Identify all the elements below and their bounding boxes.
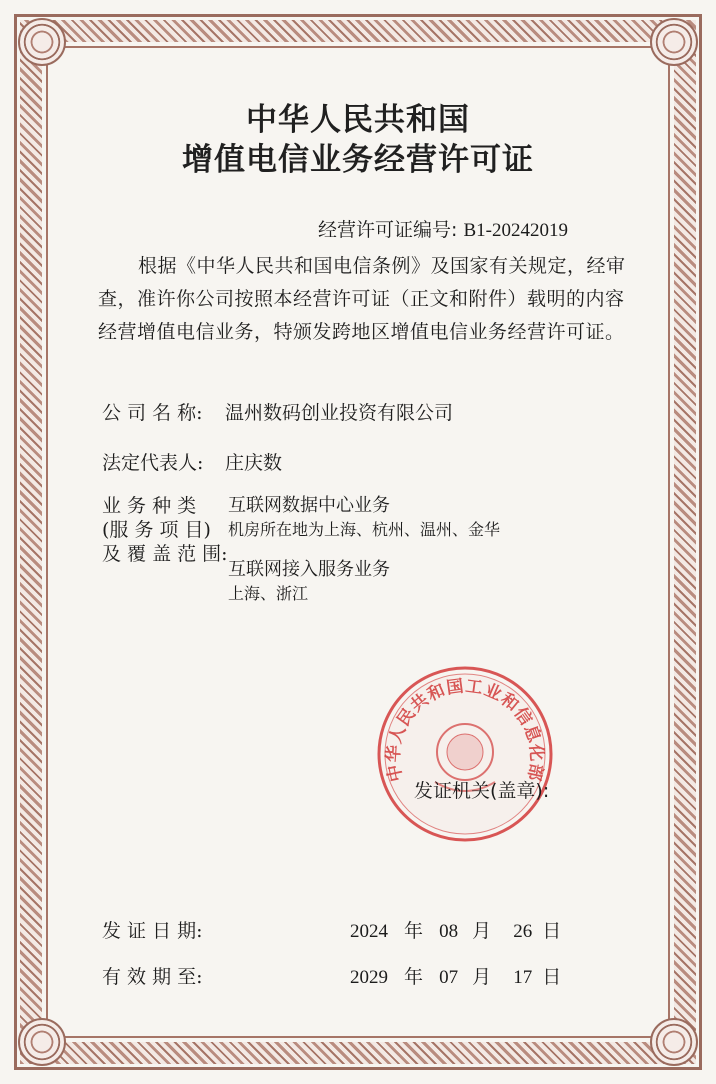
issuer-label: 发证机关(盖章): xyxy=(414,780,550,802)
issue-date-label: 发 证 日 期: xyxy=(102,920,203,942)
company-name: 温州数码创业投资有限公司 xyxy=(225,402,454,424)
service-item xyxy=(228,558,390,606)
valid-until-label: 有 效 期 至: xyxy=(102,966,203,988)
issue-day: 26 xyxy=(513,921,533,942)
valid-until-date xyxy=(350,962,561,989)
scope-label-line1: 业 务 种 类 xyxy=(102,495,197,517)
service-name: 互联网接入服务业务 xyxy=(228,559,390,580)
issue-month-unit: 月 xyxy=(472,920,492,942)
scope-label-line3: 及 覆 盖 范 围: xyxy=(102,543,228,565)
license-number: B1-20242019 xyxy=(463,220,568,241)
corner-ornament-icon xyxy=(18,18,66,66)
official-seal-icon xyxy=(375,664,555,844)
issue-date xyxy=(350,916,561,943)
service-coverage: 上海、浙江 xyxy=(228,584,309,603)
scope-label-line2: (服 务 项 目) xyxy=(102,519,211,541)
corner-ornament-icon xyxy=(650,1018,698,1066)
legal-rep-label: 法定代表人: xyxy=(102,452,204,474)
company-label: 公 司 名 称: xyxy=(102,402,203,424)
issue-year: 2024 xyxy=(350,921,388,942)
valid-year: 2029 xyxy=(350,967,388,988)
title-country: 中华人民共和国 xyxy=(246,102,470,138)
valid-year-unit: 年 xyxy=(404,966,424,988)
service-item xyxy=(228,494,500,542)
service-coverage: 机房所在地为上海、杭州、温州、金华 xyxy=(228,520,501,539)
valid-day-unit: 日 xyxy=(542,966,562,988)
service-name: 互联网数据中心业务 xyxy=(228,495,390,516)
corner-ornament-icon xyxy=(650,18,698,66)
issue-year-unit: 年 xyxy=(404,920,424,942)
title-certificate: 增值电信业务经营许可证 xyxy=(182,142,534,178)
corner-ornament-icon xyxy=(18,1018,66,1066)
seal-text: 中华人民共和国工业和信息化部 xyxy=(383,676,547,784)
legal-rep-name: 庄庆数 xyxy=(225,452,283,474)
valid-month: 07 xyxy=(439,967,459,988)
issue-month: 08 xyxy=(439,921,459,942)
certificate-body: 根据《中华人民共和国电信条例》及国家有关规定，经审查，准许你公司按照本经营许可证（正文和附件）载明的内容经营增值电信业务，特颁发跨地区增值电信业务经营许可证。 xyxy=(98,255,626,343)
issue-day-unit: 日 xyxy=(542,920,562,942)
valid-day: 17 xyxy=(513,967,533,988)
license-number-row xyxy=(318,215,568,242)
license-label: 经营许可证编号: xyxy=(318,219,458,241)
valid-month-unit: 月 xyxy=(472,966,492,988)
